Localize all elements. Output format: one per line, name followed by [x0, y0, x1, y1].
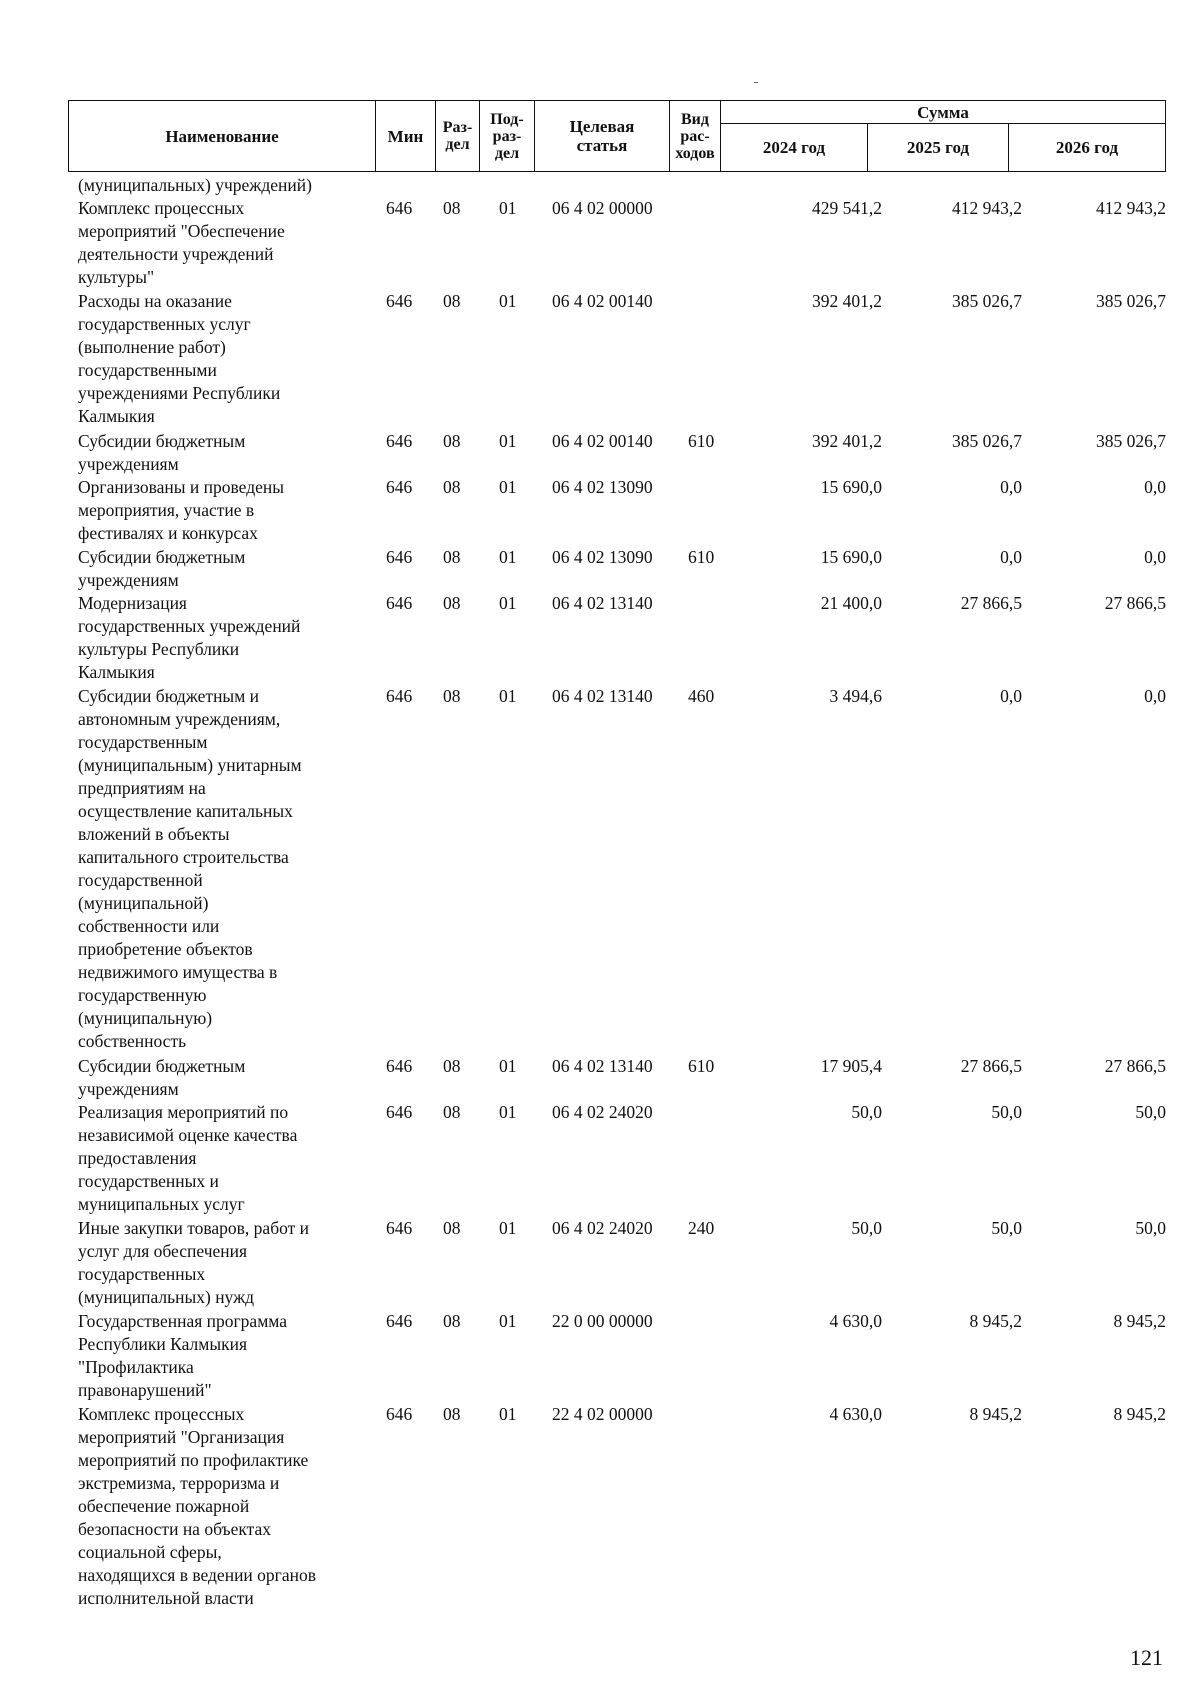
cell-sub: 01 — [499, 593, 517, 613]
cell-min: 646 — [386, 198, 413, 218]
cell-v24: 4 630,0 — [829, 1311, 882, 1331]
cell-sub: 01 — [499, 1218, 517, 1238]
scan-speck — [754, 82, 758, 83]
cell-v25: 50,0 — [991, 1102, 1022, 1122]
cell-exp: 610 — [688, 1056, 715, 1076]
cell-tgt: 06 4 02 13090 — [552, 477, 653, 497]
cell-v24: 392 401,2 — [812, 431, 882, 451]
cell-sec: 08 — [443, 1404, 461, 1424]
cell-v24: 50,0 — [851, 1218, 882, 1238]
cell-v26: 50,0 — [1135, 1218, 1166, 1238]
cell-v24: 21 400,0 — [820, 593, 882, 613]
cell-sec: 08 — [443, 547, 461, 567]
cell-name: Комплекс процессных мероприятий "Организация мероприятий по профилактике экстремизма, терроризма и обеспечение пожарной безопасности на объектах социальной сферы, находящихся в ведении органов исполнительной власти — [78, 1404, 316, 1608]
cell-sec: 08 — [443, 593, 461, 613]
cell-sub: 01 — [499, 1311, 517, 1331]
cell-sec: 08 — [443, 686, 461, 706]
cell-v25: 27 866,5 — [960, 1056, 1022, 1076]
cell-tgt: 06 4 02 00140 — [552, 291, 653, 311]
cell-sec: 08 — [443, 1218, 461, 1238]
cell-name: (муниципальных) учреждений) — [78, 175, 312, 195]
header-section: Раз- дел — [436, 101, 480, 172]
cell-v24: 50,0 — [851, 1102, 882, 1122]
cell-v24: 3 494,6 — [829, 686, 882, 706]
cell-sec: 08 — [443, 477, 461, 497]
table-header — [68, 100, 1166, 172]
cell-v26: 0,0 — [1144, 686, 1166, 706]
cell-tgt: 06 4 02 00140 — [552, 431, 653, 451]
cell-v26: 385 026,7 — [1096, 431, 1166, 451]
cell-min: 646 — [386, 431, 413, 451]
cell-v24: 15 690,0 — [820, 547, 882, 567]
cell-v25: 8 945,2 — [969, 1404, 1022, 1424]
cell-v26: 8 945,2 — [1113, 1404, 1166, 1424]
cell-v25: 412 943,2 — [952, 198, 1022, 218]
cell-tgt: 06 4 02 24020 — [552, 1218, 653, 1238]
cell-min: 646 — [386, 547, 413, 567]
cell-v25: 50,0 — [991, 1218, 1022, 1238]
cell-v24: 15 690,0 — [820, 477, 882, 497]
cell-sub: 01 — [499, 1404, 517, 1424]
cell-min: 646 — [386, 1311, 413, 1331]
header-2024: 2024 год — [721, 124, 868, 172]
cell-sub: 01 — [499, 291, 517, 311]
cell-v26: 385 026,7 — [1096, 291, 1166, 311]
cell-sub: 01 — [499, 198, 517, 218]
cell-tgt: 06 4 02 13140 — [552, 593, 653, 613]
cell-exp: 240 — [688, 1218, 715, 1238]
cell-tgt: 06 4 02 24020 — [552, 1102, 653, 1122]
cell-tgt: 06 4 02 13140 — [552, 1056, 653, 1076]
cell-v26: 8 945,2 — [1113, 1311, 1166, 1331]
cell-exp: 460 — [688, 686, 715, 706]
cell-v24: 429 541,2 — [812, 198, 882, 218]
cell-min: 646 — [386, 477, 413, 497]
cell-v26: 0,0 — [1144, 477, 1166, 497]
cell-sec: 08 — [443, 1056, 461, 1076]
cell-name: Комплекс процессных мероприятий "Обеспечение деятельности учреждений культуры" — [78, 198, 285, 287]
cell-v26: 412 943,2 — [1096, 198, 1166, 218]
cell-name: Организованы и проведены мероприятия, участие в фестивалях и конкурсах — [78, 477, 285, 543]
header-2025: 2025 год — [868, 124, 1009, 172]
cell-tgt: 06 4 02 00000 — [552, 198, 653, 218]
cell-tgt: 22 4 02 00000 — [552, 1404, 653, 1424]
cell-name: Расходы на оказание государственных услуг (выполнение работ) государственными учреждениями Республики Калмыкия — [78, 291, 281, 426]
cell-sub: 01 — [499, 547, 517, 567]
cell-min: 646 — [386, 686, 413, 706]
cell-v26: 27 866,5 — [1104, 593, 1166, 613]
cell-tgt: 06 4 02 13140 — [552, 686, 653, 706]
header-subsection: Под- раз- дел — [480, 101, 535, 172]
cell-v24: 4 630,0 — [829, 1404, 882, 1424]
cell-v24: 392 401,2 — [812, 291, 882, 311]
cell-sub: 01 — [499, 477, 517, 497]
cell-v26: 50,0 — [1135, 1102, 1166, 1122]
cell-min: 646 — [386, 593, 413, 613]
header-target: Целевая статья — [535, 101, 670, 172]
cell-name: Реализация мероприятий по независимой оценке качества предоставления государственных и муниципальных услуг — [78, 1102, 298, 1214]
cell-min: 646 — [386, 1218, 413, 1238]
cell-sub: 01 — [499, 1056, 517, 1076]
page-number: 121 — [1130, 1645, 1163, 1670]
header-name: Наименование — [69, 101, 376, 172]
cell-name: Субсидии бюджетным учреждениям — [78, 431, 246, 474]
cell-name: Иные закупки товаров, работ и услуг для обеспечения государственных (муниципальных) нужд — [78, 1218, 310, 1307]
cell-exp: 610 — [688, 547, 715, 567]
cell-min: 646 — [386, 291, 413, 311]
cell-tgt: 22 0 00 00000 — [552, 1311, 653, 1331]
cell-sec: 08 — [443, 1311, 461, 1331]
cell-min: 646 — [386, 1102, 413, 1122]
cell-name: Модернизация государственных учреждений культуры Республики Калмыкия — [78, 593, 301, 682]
cell-name: Субсидии бюджетным учреждениям — [78, 547, 246, 590]
cell-v26: 27 866,5 — [1104, 1056, 1166, 1076]
cell-sub: 01 — [499, 1102, 517, 1122]
cell-min: 646 — [386, 1056, 413, 1076]
cell-sec: 08 — [443, 1102, 461, 1122]
cell-sec: 08 — [443, 291, 461, 311]
header-sum: Сумма — [721, 101, 1166, 124]
cell-v25: 0,0 — [1000, 477, 1022, 497]
header-min: Мин — [376, 101, 436, 172]
cell-name: Субсидии бюджетным и автономным учреждениям, государственным (муниципальным) унитарным предприятиям на осуществление капитальных вложений в объекты капитального строительства государственной (муниципальной) собственности или приобретение объектов недвижимого имущества в государственную (муниципальную) собственность — [78, 686, 302, 1051]
cell-v24: 17 905,4 — [820, 1056, 882, 1076]
cell-sub: 01 — [499, 686, 517, 706]
cell-sub: 01 — [499, 431, 517, 451]
cell-v25: 0,0 — [1000, 686, 1022, 706]
cell-v25: 385 026,7 — [952, 291, 1022, 311]
cell-name: Государственная программа Республики Калмыкия "Профилактика правонарушений" — [78, 1311, 287, 1400]
cell-tgt: 06 4 02 13090 — [552, 547, 653, 567]
cell-v25: 8 945,2 — [969, 1311, 1022, 1331]
cell-v25: 385 026,7 — [952, 431, 1022, 451]
header-2026: 2026 год — [1009, 124, 1166, 172]
header-exp-type: Вид рас- ходов — [670, 101, 721, 172]
cell-v25: 27 866,5 — [960, 593, 1022, 613]
cell-sec: 08 — [443, 431, 461, 451]
cell-v26: 0,0 — [1144, 547, 1166, 567]
cell-name: Субсидии бюджетным учреждениям — [78, 1056, 246, 1099]
cell-min: 646 — [386, 1404, 413, 1424]
cell-v25: 0,0 — [1000, 547, 1022, 567]
cell-sec: 08 — [443, 198, 461, 218]
cell-exp: 610 — [688, 431, 715, 451]
